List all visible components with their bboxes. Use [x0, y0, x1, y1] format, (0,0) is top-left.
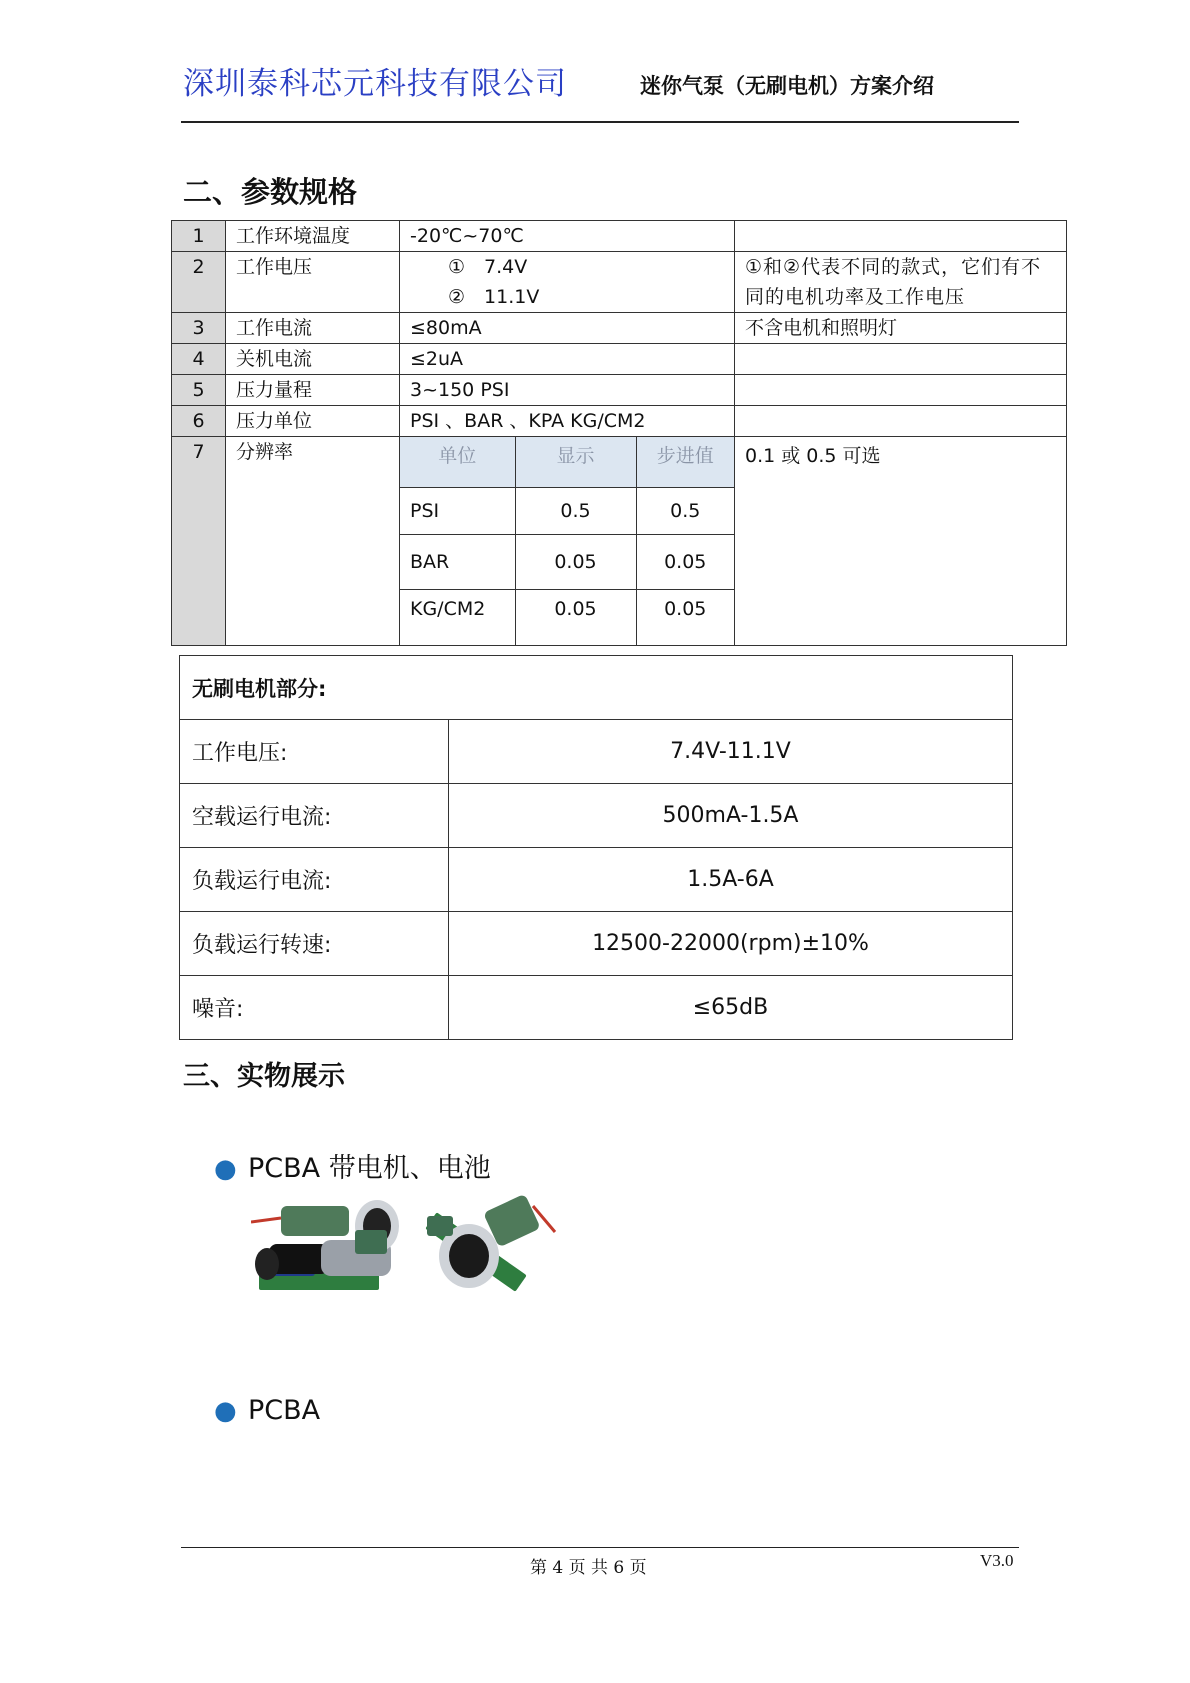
bullet-text: PCBA 带电机、电池: [248, 1153, 491, 1184]
bullet-item: [214, 1395, 320, 1426]
display-cell: 0.05: [515, 590, 636, 645]
motor-title-row: [180, 656, 1013, 720]
page-number: 第 4 页 共 6 页: [530, 1558, 647, 1578]
motor-value: 7.4V-11.1V: [449, 720, 1013, 784]
motor-value: 500mA-1.5A: [449, 784, 1013, 848]
motor-label: 空载运行电流:: [180, 784, 449, 848]
param-name: 工作环境温度: [226, 221, 400, 252]
spec-row: [172, 344, 1067, 375]
param-note: ①和②代表不同的款式，它们有不同的电机功率及工作电压: [735, 252, 1067, 313]
footer-divider: [181, 1547, 1019, 1548]
motor-label: 负载运行转速:: [180, 912, 449, 976]
param-note: [735, 406, 1067, 437]
spec-row: [172, 375, 1067, 406]
motor-value: ≤65dB: [449, 976, 1013, 1040]
resolution-row: [400, 535, 734, 590]
param-name: 压力量程: [226, 375, 400, 406]
section-title-specs: 二、参数规格: [183, 175, 358, 209]
param-value: ≤2uA: [400, 344, 735, 375]
bullet-item: [214, 1146, 491, 1185]
param-value: -20℃~70℃: [400, 221, 735, 252]
resolution-cell: [400, 437, 735, 646]
resolution-row: [400, 590, 734, 645]
step-cell: 0.05: [636, 590, 734, 645]
motor-value: 12500-22000(rpm)±10%: [449, 912, 1013, 976]
spec-row: [172, 437, 1067, 646]
bullet-dot-icon: ●: [214, 1396, 237, 1426]
resolution-header-row: [400, 437, 734, 488]
column-header: 显示: [515, 437, 636, 488]
bullet-text: PCBA: [248, 1395, 321, 1426]
spec-table: [171, 220, 1067, 646]
document-title: 迷你气泵（无刷电机）方案介绍: [640, 74, 934, 98]
param-name: 压力单位: [226, 406, 400, 437]
resolution-row: [400, 488, 734, 535]
pcba-photo: [251, 1192, 561, 1314]
param-note: 不含电机和照明灯: [735, 313, 1067, 344]
param-note: [735, 344, 1067, 375]
section-title-showcase: 三、实物展示: [183, 1061, 345, 1092]
motor-row: [180, 912, 1013, 976]
param-note: 0.1 或 0.5 可选: [735, 437, 1067, 646]
motor-row: [180, 720, 1013, 784]
step-cell: 0.05: [636, 535, 734, 590]
param-note: [735, 221, 1067, 252]
version-label: V3.0: [980, 1551, 1014, 1570]
column-header: 步进值: [636, 437, 734, 488]
motor-spec-table: [179, 655, 1013, 1040]
param-note: [735, 375, 1067, 406]
step-cell: 0.5: [636, 488, 734, 535]
display-cell: 0.5: [515, 488, 636, 535]
bullet-dot-icon: ●: [214, 1154, 237, 1184]
param-value: 3~150 PSI: [400, 375, 735, 406]
header-divider: [181, 121, 1019, 123]
display-cell: 0.05: [515, 535, 636, 590]
motor-section-title: 无刷电机部分:: [180, 656, 1013, 720]
unit-cell: PSI: [400, 488, 515, 535]
motor-value: 1.5A-6A: [449, 848, 1013, 912]
row-number: 6: [172, 406, 226, 437]
motor-row: [180, 784, 1013, 848]
spec-row: [172, 252, 1067, 313]
unit-cell: BAR: [400, 535, 515, 590]
motor-row: [180, 848, 1013, 912]
voltage-option: ① 7.4V: [448, 256, 528, 278]
param-name: 分辨率: [226, 437, 400, 646]
motor-label: 负载运行电流:: [180, 848, 449, 912]
row-number: 1: [172, 221, 226, 252]
motor-label: 噪音:: [180, 976, 449, 1040]
column-header: 单位: [400, 437, 515, 488]
row-number: 3: [172, 313, 226, 344]
resolution-table: [400, 437, 734, 645]
param-name: 工作电流: [226, 313, 400, 344]
motor-label: 工作电压:: [180, 720, 449, 784]
motor-row: [180, 976, 1013, 1040]
company-name: 深圳泰科芯元科技有限公司: [183, 66, 567, 102]
param-name: 工作电压: [226, 252, 400, 313]
row-number: 4: [172, 344, 226, 375]
param-value: PSI 、BAR 、KPA KG/CM2: [400, 406, 735, 437]
spec-row: [172, 313, 1067, 344]
voltage-option: ② 11.1V: [448, 286, 540, 308]
row-number: 5: [172, 375, 226, 406]
spec-row: [172, 221, 1067, 252]
row-number: 2: [172, 252, 226, 313]
row-number: 7: [172, 437, 226, 646]
param-value: ≤80mA: [400, 313, 735, 344]
spec-row: [172, 406, 1067, 437]
unit-cell: KG/CM2: [400, 590, 515, 645]
param-value: [400, 252, 735, 313]
param-name: 关机电流: [226, 344, 400, 375]
